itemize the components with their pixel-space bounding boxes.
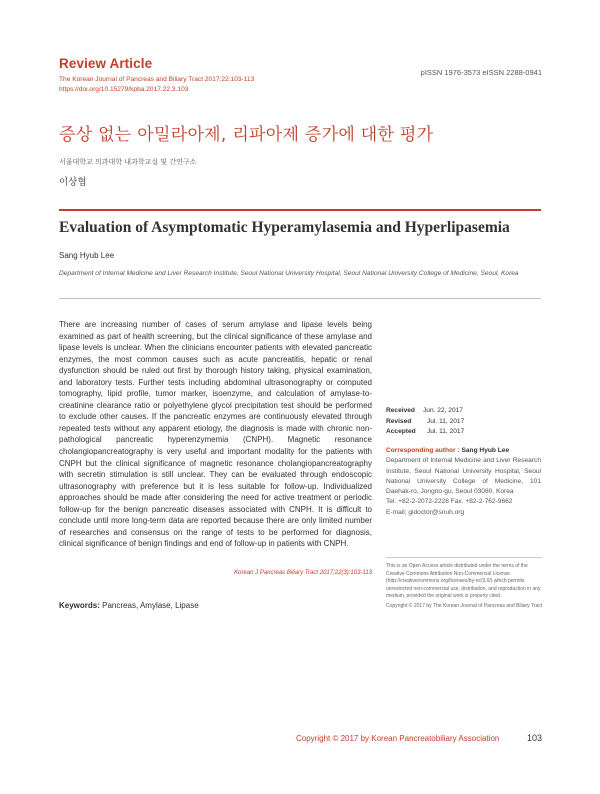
korean-title: 증상 없는 아밀라아제, 리파아제 증가에 대한 평가: [59, 125, 434, 145]
corresponding-email[interactable]: E-mail; gidoctor@snuh.org: [386, 508, 465, 516]
keywords-label: Keywords:: [59, 601, 100, 610]
corresponding-author-block: [386, 446, 541, 518]
license-text: This is an Open Access article distributed under the terms of the Creative Commons Attribution Non-Commercial License (http://creativecommons.org/licenses/by-nc/3.0/) which permits unrestricted non-commercial use, distribution, and reproduction in any medium, provided the original work is properly cited.: [386, 563, 541, 600]
issn-text: pISSN 1976-3573 eISSN 2288-0941: [420, 68, 542, 77]
revised-date: Jul. 11, 2017: [427, 417, 465, 425]
journal-citation: The Korean Journal of Pancreas and Biliary Tract 2017;22:103-113: [59, 76, 255, 83]
korean-affiliation: 서울대학교 의과대학 내과학교실 및 간연구소: [59, 158, 197, 166]
corresponding-name: Sang Hyub Lee: [461, 447, 510, 454]
corresponding-phone-fax: Tel. +82-2-2072-2228 Fax. +82-2-762-9662: [386, 498, 513, 506]
corresponding-label: Corresponding author :: [386, 447, 460, 454]
abstract-divider: [59, 298, 541, 299]
footer-copyright: Copyright © 2017 by Korean Pancreatobiliary Association: [296, 734, 500, 743]
received-row: [386, 406, 464, 417]
english-affiliation: Department of Internal Medicine and Liver Research Institute, Seoul National University Hospital, Seoul National University College of Medicine, Seoul, Korea: [59, 270, 519, 277]
abstract-body: There are increasing number of cases of serum amylase and lipase levels being examined as part of health screening, but the clinical significance of these amylase and lipase levels is unclear. When the clinicians encounter patients with elevated pancreatic enzymes, the most common causes such as acute pancreatitis, hepatic or renal dysfunction should be ruled out first by thorough history taking, physical examination, and laboratory tests. Further tests including abdominal ultrasonography or computed tomography, lipid profile, tumor marker, isoenzyme, and calculation of amylase-to-creatinine clearance ratio or polyethylene glycol precipitation test should be performed to exclude other causes. If the pancreatic enzymes are continuously elevated through repeated tests without any apparent etiology, the diagnosis is made with chronic non-pathological pancreatic hyperenzymemia (CNPH). Magnetic resonance cholangiopancreatography is very useful and important modality for the patients with CNPH but the clinical significance of magnetic resonance cholangiopancreatography with secretin stimulation is still unclear. They can be evaluated through endoscopic ultrasonography with preference but it is less suitable for follow-up. Individualized approaches should be made after considering the need for active treatment or periodic follow-up for the benign pancreatic diseases associated with CNPH. It is difficult to conclude until more long-term data are reported because there are only limited number of researches and consensus on the range of tests to be performed for diagnosis, clinical significance of benign findings and end of follow-up in patients with CNPH.: [59, 320, 372, 549]
article-dates: [386, 406, 464, 438]
accepted-date: Jul. 11, 2017: [427, 428, 465, 435]
english-author: Sang Hyub Lee: [59, 251, 115, 260]
received-date: Jun. 22, 2017: [423, 407, 463, 414]
abstract-citation: Korean J Pancreas Biliary Tract 2017;22(3):103-113: [234, 570, 372, 576]
corresponding-address: Department of Internal Medicine and Liver Research Institute, Seoul National University Hospital, Seoul National University College of Medicine, 101 Daehak-ro, Jongno-gu, Seoul 03080, Korea: [386, 457, 541, 496]
license-divider: [386, 557, 542, 558]
korean-author: 이상협: [59, 177, 87, 188]
accepted-row: [386, 427, 464, 438]
title-divider: [59, 209, 541, 211]
article-type-label: Review Article: [59, 56, 153, 71]
accepted-label: Accepted: [386, 428, 416, 435]
received-label: Received: [386, 407, 415, 414]
license-copyright: Copyright © 2017 by The Korean Journal of Pancreas and Biliary Tract: [386, 603, 543, 609]
keywords-value: Pancreas, Amylase, Lipase: [102, 601, 199, 610]
doi-link[interactable]: https://doi.org/10.15279/kpba.2017.22.3.103: [59, 86, 189, 93]
keywords: [59, 601, 199, 610]
revised-row: [386, 417, 464, 428]
page-number: 103: [527, 733, 543, 743]
revised-label: Revised: [386, 417, 412, 425]
english-title: Evaluation of Asymptomatic Hyperamylasemia and Hyperlipasemia: [59, 219, 510, 236]
